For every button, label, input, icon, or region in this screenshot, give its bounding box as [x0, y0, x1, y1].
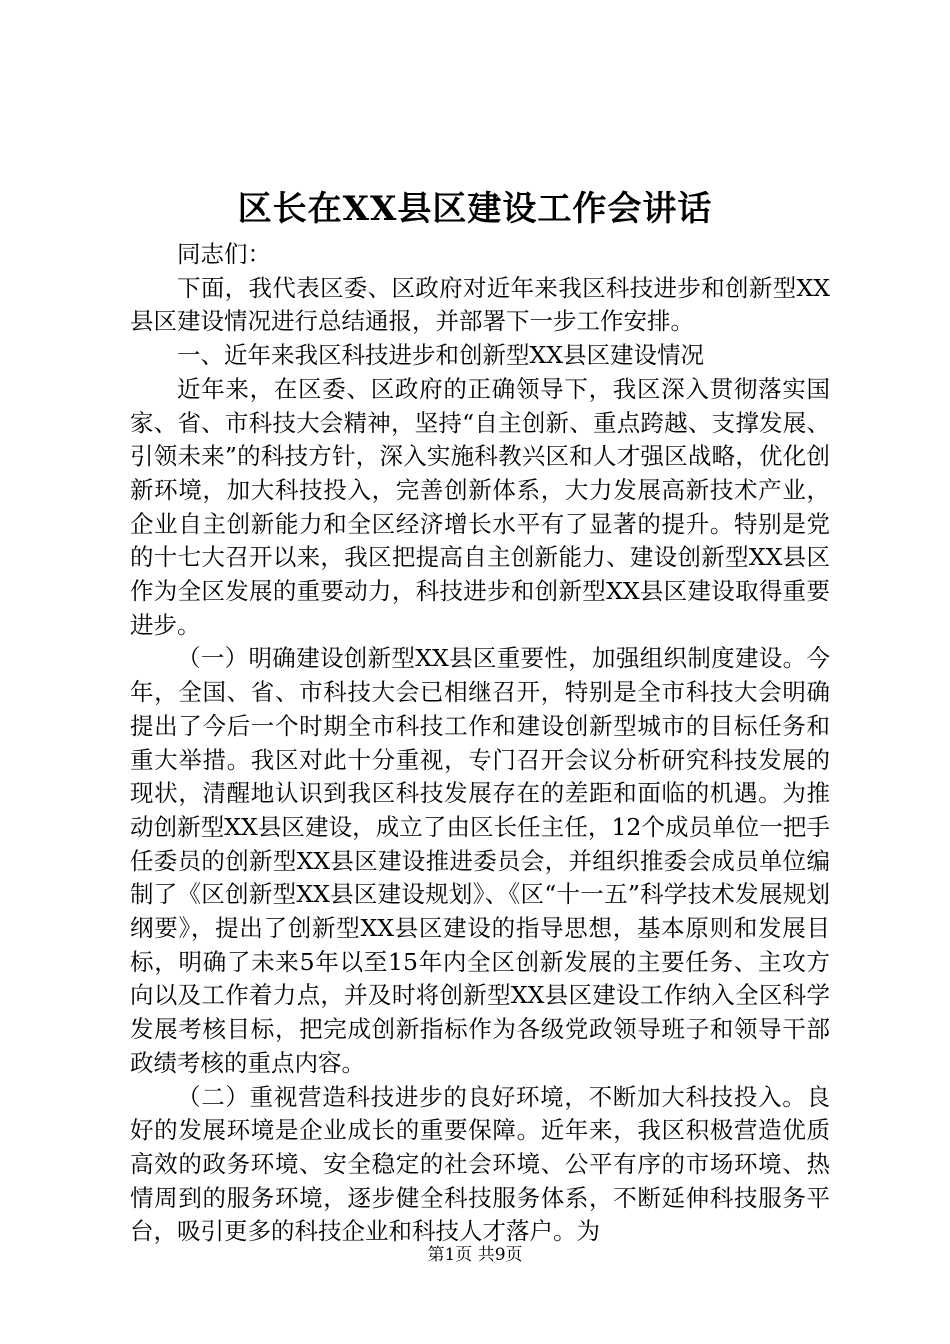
salutation-paragraph: 同志们：	[177, 240, 271, 268]
body-paragraph: （二）重视营造科技进步的良好环境，不断加大科技投入。良好的发展环境是企业成长的重要保障。近年来，我区积极营造优质高效的政务环境、安全稳定的社会环境、公平有序的市场环境、热情周到的服务环境，逐步健全科技服务体系，不断延伸科技服务平台，吸引更多的科技企业和科技人才落户。为	[130, 1082, 830, 1246]
page-number-footer: 第1页 共9页	[427, 1245, 523, 1265]
intro-paragraph: 下面，我代表区委、区政府对近年来我区科技进步和创新型XX县区建设情况进行总结通报，并部署下一步工作安排。	[130, 273, 830, 336]
body-paragraph: 近年来，在区委、区政府的正确领导下，我区深入贯彻落实国家、省、市科技大会精神，坚持“自主创新、重点跨越、支撑发展、引领未来”的科技方针，深入实施科教兴区和人才强区战略，优化创新环境，加大科技投入，完善创新体系，大力发展高新技术产业，企业自主创新能力和全区经济增长水平有了显著的提升。特别是党的十七大召开以来，我区把提高自主创新能力、建设创新型XX县区作为全区发展的重要动力，科技进步和创新型XX县区建设取得重要进步。	[130, 374, 830, 639]
document-title: 区长在XX县区建设工作会讲话	[237, 189, 713, 229]
document-body	[130, 238, 830, 1249]
body-paragraph: （一）明确建设创新型XX县区重要性，加强组织制度建设。今年，全国、省、市科技大会已相继召开，特别是全市科技大会明确提出了今后一个时期全市科技工作和建设创新型城市的目标任务和重大举措。我区对此十分重视，专门召开会议分析研究科技发展的现状，清醒地认识到我区科技发展存在的差距和面临的机遇。为推动创新型XX县区建设，成立了由区长任主任，12个成员单位一把手任委员的创新型XX县区建设推进委员会，并组织推委会成员单位编制了《区创新型XX县区建设规划》、《区“十一五”科学技术发展规划纲要》，提出了创新型XX县区建设的指导思想，基本原则和发展目标，明确了未来5年以至15年内全区创新发展的主要任务、主攻方向以及工作着力点，并及时将创新型XX县区建设工作纳入全区科学发展考核目标，把完成创新指标作为各级党政领导班子和领导干部政绩考核的重点内容。	[130, 644, 830, 1077]
section-heading: 一、近年来我区科技进步和创新型XX县区建设情况	[177, 341, 704, 370]
